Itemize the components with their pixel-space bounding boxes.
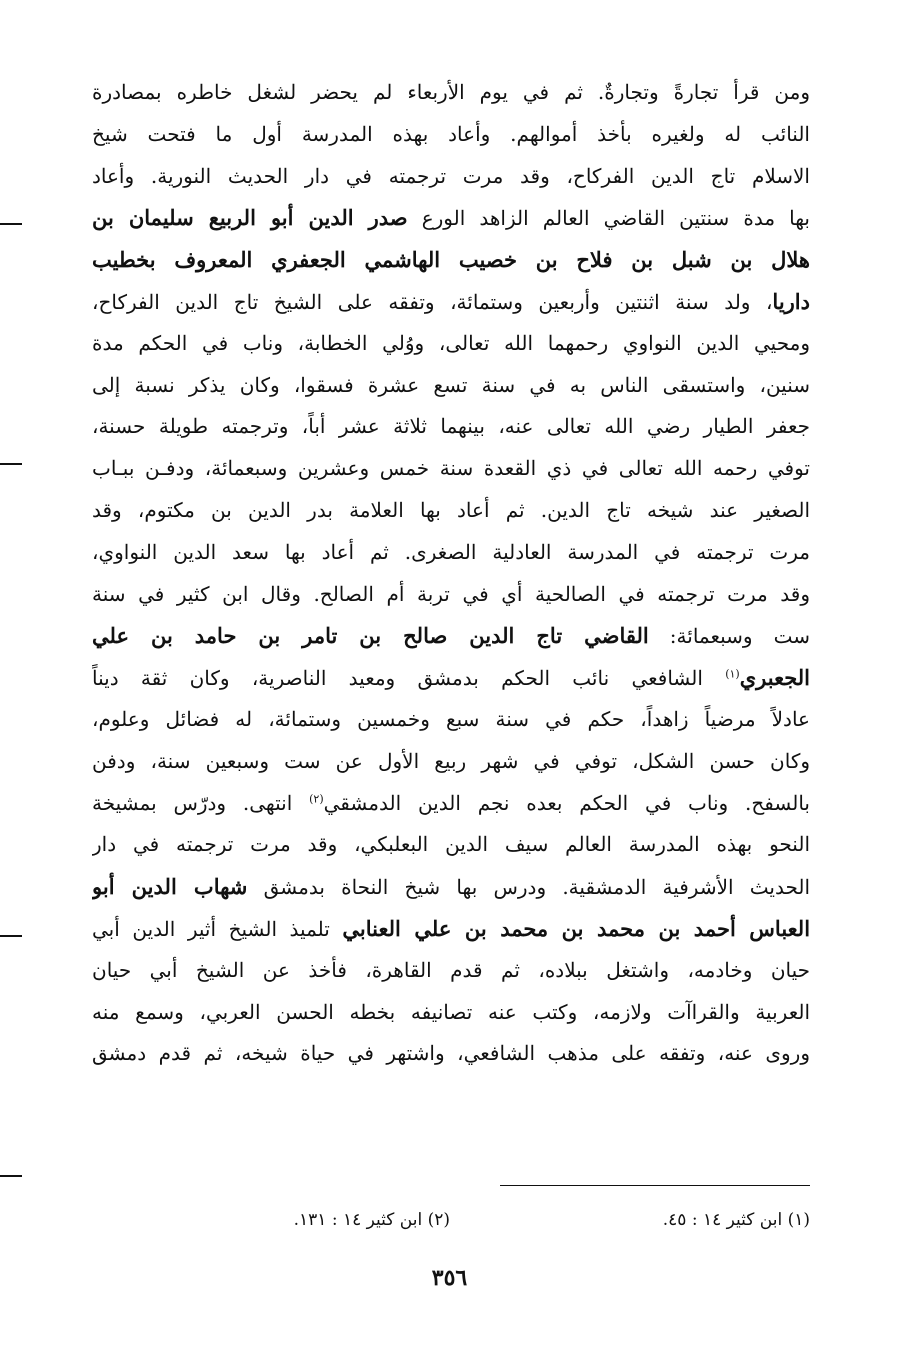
margin-mark: [0, 935, 22, 937]
text-span: انتهى. ودرّس بمشيخة: [92, 790, 310, 815]
margin-mark: [0, 223, 22, 225]
text-line: عادلاً مرضياً زاهداً، حكم في سنة سبع وخمسين وستمائة، له فضائل وعلوم،: [92, 706, 810, 731]
footnote-1: (١) ابن كثير ١٤ : ٤٥.: [662, 1210, 810, 1230]
text-line: وكان حسن الشكل، توفي في شهر ربيع الأول عن ست وسبعين سنة، ودفن: [92, 748, 810, 773]
footnote-divider: [500, 1185, 810, 1186]
text-line: [92, 615, 810, 657]
footnote-2: (٢) ابن كثير ١٤ : ١٣١.: [293, 1210, 450, 1230]
text-span: تلميذ الشيخ أثير الدين أبي: [92, 916, 330, 941]
text-line: [92, 783, 810, 825]
text-line: ومن قرأ تجارةً وتجارةٌ. ثم في يوم الأربعاء لم يحضر لشغل خاطره بمصادرة: [92, 80, 810, 104]
text-line: العربية والقراآت ولازمه، وكتب عنه تصانيفه بخطه الحسن العربي، وسمع منه: [92, 999, 810, 1024]
text-line: [92, 281, 810, 323]
body-text: [92, 72, 810, 1075]
text-line: [92, 866, 810, 908]
bold-name: العباس أحمد بن محمد بن محمد بن علي العنابي: [342, 915, 810, 941]
text-line: [92, 657, 810, 699]
text-line: الاسلام تاج الدين الفركاح، وقد مرت ترجمته في دار الحديث النورية. وأعاد: [92, 163, 810, 188]
text-line: توفي رحمه الله تعالى في ذي القعدة سنة خمس وعشرين وسبعمائة، ودفـن ببـاب: [92, 456, 810, 481]
text-span: ، ولد سنة اثنتين وأربعين وستمائة، وتفقه على الشيخ تاج الدين الفركاح،: [92, 289, 773, 314]
text-line: حيان وخادمه، واشتغل ببلاده، ثم قدم القاهرة، فأخذ عن الشيخ أبي حيان: [92, 957, 810, 982]
text-span: ست وسبعمائة:: [669, 624, 810, 649]
text-line: النحو بهذه المدرسة العالم سيف الدين البعلبكي، وقد مرت ترجمته في دار: [92, 832, 810, 857]
text-line: وقد مرت ترجمته في الصالحية أي في تربة أم الصالح. وقال ابن كثير في سنة: [92, 581, 810, 606]
text-line: جعفر الطيار رضي الله تعالى عنه، بينهما ثلاثة عشر أباً، وترجمته طويلة حسنة،: [92, 414, 810, 439]
text-line: مرت ترجمته في المدرسة العادلية الصغرى. ثم أعاد بها سعد الدين النواوي،: [92, 539, 810, 564]
bold-name: القاضي تاج الدين صالح بن تامر بن حامد بن علي: [92, 623, 649, 649]
text-span: الشافعي نائب الحكم بدمشق ومعيد الناصرية، وكان ثقة ديناً: [92, 666, 726, 691]
text-line: ومحيي الدين النواوي رحمهما الله تعالى، ووُلي الخطابة، وناب في الحكم مدة: [92, 330, 810, 355]
margin-mark: [0, 1175, 22, 1177]
text-line: [92, 908, 810, 950]
text-line: [92, 197, 810, 239]
text-span: الحديث الأشرفية الدمشقية. ودرس بها شيخ النحاة بدمشق: [263, 875, 810, 900]
footnotes: [92, 1200, 810, 1240]
footnote-ref: (٢): [309, 791, 324, 805]
text-line: الصغير عند شيخه تاج الدين. ثم أعاد بها العلامة بدر الدين بن مكتوم، وقد: [92, 497, 810, 522]
text-line: هلال بن شبل بن فلاح بن خصيب الهاشمي الجعفري المعروف بخطيب: [92, 247, 810, 273]
bold-name: داريا: [772, 288, 810, 314]
text-line: النائب له ولغيره بأخذ أموالهم. وأعاد بهذه المدرسة أول ما فتحت شيخ: [92, 121, 810, 146]
text-line: وروى عنه، وتفقه على مذهب الشافعي، واشتهر في حياة شيخه، ثم قدم دمشق: [92, 1041, 810, 1066]
page-number: ٣٥٦: [431, 1265, 468, 1291]
bold-name: شهاب الدين أبو: [92, 874, 248, 900]
bold-name: الجعبري: [739, 665, 810, 691]
bold-name: صدر الدين أبو الربيع سليمان بن: [92, 205, 408, 231]
margin-mark: [0, 463, 22, 465]
text-line: سنين، واستسقى الناس به في سنة تسع عشرة فسقوا، وكان يذكر نسبة إلى: [92, 372, 810, 397]
text-span: بها مدة سنتين القاضي العالم الزاهد الورع: [421, 206, 810, 231]
text-span: بالسفح. وناب في الحكم بعده نجم الدين الدمشقي: [323, 790, 810, 815]
footnote-ref: (١): [725, 667, 740, 681]
